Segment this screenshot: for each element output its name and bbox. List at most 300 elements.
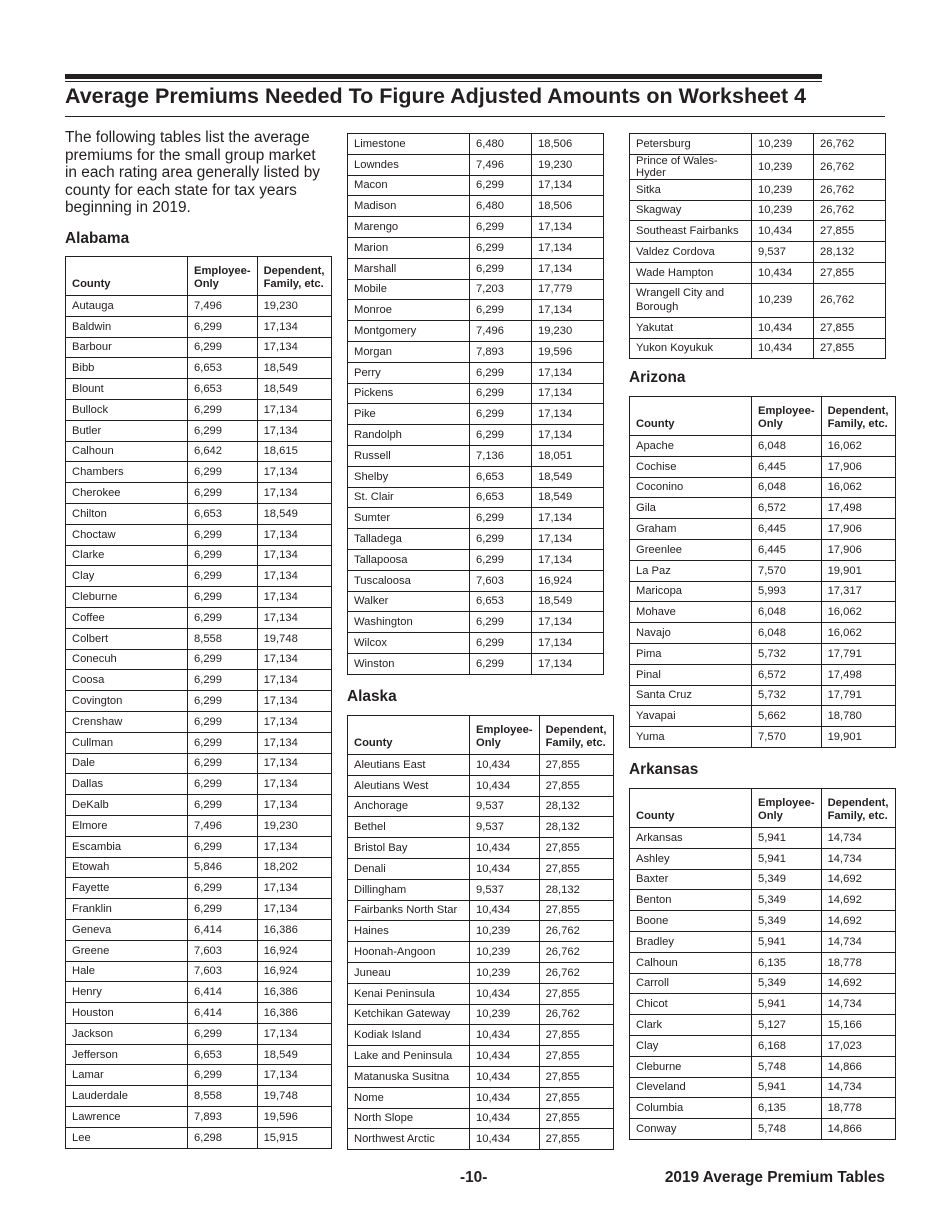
cell-county: Coosa [66, 670, 188, 691]
cell-dependent: 14,692 [821, 890, 895, 911]
premium-table [65, 256, 332, 1149]
cell-county: Lawrence [66, 1107, 188, 1128]
table-alabama [65, 256, 332, 1149]
cell-county: Sumter [348, 508, 470, 529]
cell-dependent: 19,230 [532, 321, 604, 342]
cell-dependent: 14,734 [821, 931, 895, 952]
cell-dependent: 17,134 [257, 711, 331, 732]
table-row [348, 445, 604, 466]
table-row [630, 242, 886, 263]
cell-county: Nome [348, 1087, 470, 1108]
cell-county: Colbert [66, 628, 188, 649]
cell-employee-only: 5,941 [752, 848, 822, 869]
cell-employee-only: 6,299 [188, 483, 258, 504]
column-header-dependent [821, 397, 895, 436]
column-header-dependent [821, 789, 895, 828]
cell-dependent: 27,855 [539, 983, 613, 1004]
table-row [348, 1129, 614, 1150]
cell-dependent: 17,134 [257, 795, 331, 816]
cell-county: Clarke [66, 545, 188, 566]
table-row [348, 154, 604, 175]
cell-employee-only: 6,445 [752, 519, 822, 540]
table-row [66, 587, 332, 608]
cell-employee-only: 10,434 [470, 1108, 540, 1129]
cell-county: Barbour [66, 337, 188, 358]
cell-dependent: 26,762 [539, 1004, 613, 1025]
cell-county: Winston [348, 653, 470, 674]
cell-dependent: 26,762 [814, 200, 886, 221]
table-row [630, 994, 896, 1015]
cell-employee-only: 6,299 [470, 425, 532, 446]
table-row [348, 817, 614, 838]
cell-employee-only: 10,239 [752, 283, 814, 317]
table-row [66, 815, 332, 836]
footer-title: 2019 Average Premium Tables [664, 1169, 885, 1186]
cell-employee-only: 7,496 [188, 296, 258, 317]
cell-employee-only: 10,434 [470, 1066, 540, 1087]
table-row [348, 383, 604, 404]
cell-employee-only: 6,299 [188, 774, 258, 795]
cell-county: Baxter [630, 869, 752, 890]
cell-county: Ketchikan Gateway [348, 1004, 470, 1025]
cell-employee-only: 6,299 [470, 404, 532, 425]
table-row [66, 982, 332, 1003]
cell-dependent: 17,906 [821, 539, 895, 560]
cell-employee-only: 5,748 [752, 1056, 822, 1077]
cell-employee-only: 6,299 [470, 529, 532, 550]
cell-county: Haines [348, 921, 470, 942]
cell-dependent: 19,230 [532, 154, 604, 175]
table-row [348, 508, 604, 529]
column-header-employee-only [752, 789, 822, 828]
cell-dependent: 17,134 [257, 753, 331, 774]
table-row [630, 952, 896, 973]
cell-county: Yuma [630, 727, 752, 748]
table-row [348, 1004, 614, 1025]
cell-employee-only: 5,846 [188, 857, 258, 878]
cell-employee-only: 6,048 [752, 602, 822, 623]
cell-employee-only: 6,048 [752, 436, 822, 457]
cell-county: Chambers [66, 462, 188, 483]
table-row [630, 200, 886, 221]
cell-employee-only: 7,496 [188, 815, 258, 836]
cell-county: Fairbanks North Star [348, 900, 470, 921]
header-line: Only [194, 278, 219, 290]
table-row [348, 217, 604, 238]
cell-employee-only: 6,414 [188, 1003, 258, 1024]
cell-employee-only: 6,299 [188, 670, 258, 691]
cell-county: Bullock [66, 399, 188, 420]
column-header-county: County [630, 397, 752, 436]
cell-county: Juneau [348, 962, 470, 983]
cell-dependent: 28,132 [539, 796, 613, 817]
cell-employee-only: 6,299 [470, 549, 532, 570]
cell-employee-only: 6,653 [470, 591, 532, 612]
cell-dependent: 17,134 [257, 316, 331, 337]
cell-employee-only: 7,136 [470, 445, 532, 466]
table-row [66, 711, 332, 732]
cell-employee-only: 9,537 [470, 796, 540, 817]
table-row [348, 404, 604, 425]
table-row [66, 857, 332, 878]
cell-county: Navajo [630, 623, 752, 644]
cell-employee-only: 10,239 [752, 179, 814, 200]
cell-dependent: 17,134 [257, 878, 331, 899]
cell-county: Choctaw [66, 524, 188, 545]
cell-dependent: 14,866 [821, 1056, 895, 1077]
title-rule [65, 116, 885, 117]
table-row [630, 560, 896, 581]
cell-employee-only: 5,349 [752, 973, 822, 994]
cell-employee-only: 6,299 [470, 300, 532, 321]
cell-dependent: 17,134 [257, 607, 331, 628]
table-row [66, 607, 332, 628]
cell-dependent: 16,924 [257, 961, 331, 982]
cell-dependent: 17,498 [821, 664, 895, 685]
cell-employee-only: 6,653 [188, 1044, 258, 1065]
cell-county: Greene [66, 940, 188, 961]
cell-dependent: 26,762 [539, 921, 613, 942]
column-header-dependent [539, 716, 613, 755]
cell-county: Southeast Fairbanks [630, 221, 752, 242]
cell-county: Pickens [348, 383, 470, 404]
column-header-county: County [630, 789, 752, 828]
cell-county: DeKalb [66, 795, 188, 816]
cell-employee-only: 10,434 [470, 838, 540, 859]
cell-dependent: 17,134 [257, 899, 331, 920]
cell-county: Elmore [66, 815, 188, 836]
cell-dependent: 27,855 [814, 221, 886, 242]
cell-dependent: 17,134 [257, 649, 331, 670]
cell-dependent: 27,855 [539, 775, 613, 796]
cell-employee-only: 6,299 [470, 237, 532, 258]
cell-county: Maricopa [630, 581, 752, 602]
cell-dependent: 17,906 [821, 519, 895, 540]
table-row [66, 774, 332, 795]
cell-dependent: 17,134 [257, 1065, 331, 1086]
cell-county: Hale [66, 961, 188, 982]
cell-employee-only: 6,299 [188, 836, 258, 857]
table-row [66, 483, 332, 504]
cell-employee-only: 6,299 [188, 545, 258, 566]
table-row [348, 1066, 614, 1087]
cell-county: Gila [630, 498, 752, 519]
cell-dependent: 26,762 [814, 134, 886, 155]
table-row [348, 258, 604, 279]
premium-table [629, 788, 896, 1140]
cell-employee-only: 10,434 [470, 775, 540, 796]
cell-employee-only: 6,445 [752, 539, 822, 560]
table-row [630, 436, 896, 457]
cell-dependent: 19,230 [257, 296, 331, 317]
cell-county: Pike [348, 404, 470, 425]
cell-county: Cochise [630, 456, 752, 477]
table-alaska-continued [629, 133, 886, 359]
table-row [630, 1119, 896, 1140]
column-header-employee-only [470, 716, 540, 755]
cell-dependent: 27,855 [539, 858, 613, 879]
cell-employee-only: 5,941 [752, 994, 822, 1015]
cell-employee-only: 6,299 [188, 753, 258, 774]
cell-dependent: 14,866 [821, 1119, 895, 1140]
table-row [348, 962, 614, 983]
cell-dependent: 18,549 [257, 358, 331, 379]
cell-employee-only: 6,299 [188, 795, 258, 816]
table-row [630, 134, 886, 155]
cell-employee-only: 6,299 [188, 566, 258, 587]
cell-employee-only: 5,732 [752, 643, 822, 664]
table-row [66, 1107, 332, 1128]
cell-employee-only: 7,893 [188, 1107, 258, 1128]
table-row [66, 1127, 332, 1148]
cell-employee-only: 10,434 [470, 1087, 540, 1108]
table-row [66, 836, 332, 857]
table-header-row [630, 789, 896, 828]
cell-dependent: 19,748 [257, 1086, 331, 1107]
table-header-row [630, 397, 896, 436]
table-row [348, 983, 614, 1004]
cell-county: Graham [630, 519, 752, 540]
cell-employee-only: 10,239 [752, 200, 814, 221]
cell-county: Petersburg [630, 134, 752, 155]
cell-county: Jackson [66, 1023, 188, 1044]
cell-county: Lee [66, 1127, 188, 1148]
state-heading-alaska: Alaska [347, 688, 397, 705]
cell-employee-only: 5,349 [752, 911, 822, 932]
cell-employee-only: 6,299 [470, 362, 532, 383]
cell-dependent: 18,780 [821, 706, 895, 727]
cell-dependent: 28,132 [539, 879, 613, 900]
state-heading-arizona: Arizona [629, 369, 686, 386]
cell-dependent: 17,498 [821, 498, 895, 519]
cell-dependent: 17,134 [532, 217, 604, 238]
cell-county: Morgan [348, 341, 470, 362]
table-row [630, 869, 896, 890]
table-row [630, 519, 896, 540]
table-row [348, 775, 614, 796]
table-row [630, 828, 896, 849]
cell-county: Baldwin [66, 316, 188, 337]
premium-table [629, 133, 886, 359]
table-row [66, 337, 332, 358]
cell-employee-only: 7,603 [188, 961, 258, 982]
cell-dependent: 18,506 [532, 134, 604, 155]
table-row [348, 196, 604, 217]
cell-dependent: 14,692 [821, 911, 895, 932]
header-line: Only [758, 810, 783, 822]
cell-dependent: 19,596 [532, 341, 604, 362]
cell-employee-only: 10,239 [470, 1004, 540, 1025]
table-row [348, 570, 604, 591]
cell-county: Conway [630, 1119, 752, 1140]
cell-dependent: 26,762 [539, 962, 613, 983]
cell-employee-only: 6,299 [470, 383, 532, 404]
table-row [348, 633, 604, 654]
cell-employee-only: 6,414 [188, 919, 258, 940]
cell-county: Mohave [630, 602, 752, 623]
table-row [630, 1098, 896, 1119]
table-row [66, 1003, 332, 1024]
cell-dependent: 16,062 [821, 477, 895, 498]
cell-dependent: 27,855 [539, 755, 613, 776]
cell-county: Russell [348, 445, 470, 466]
cell-county: Randolph [348, 425, 470, 446]
table-row [348, 591, 604, 612]
cell-county: Tallapoosa [348, 549, 470, 570]
cell-employee-only: 6,299 [188, 691, 258, 712]
cell-dependent: 16,386 [257, 982, 331, 1003]
cell-county: Coconino [630, 477, 752, 498]
table-row [66, 878, 332, 899]
cell-employee-only: 6,299 [470, 508, 532, 529]
table-row [66, 1065, 332, 1086]
cell-county: Fayette [66, 878, 188, 899]
cell-county: Escambia [66, 836, 188, 857]
cell-county: Wilcox [348, 633, 470, 654]
table-row [348, 612, 604, 633]
cell-county: Mobile [348, 279, 470, 300]
cell-employee-only: 5,993 [752, 581, 822, 602]
table-row [348, 1108, 614, 1129]
header-line: Employee- [476, 724, 533, 736]
cell-county: Marengo [348, 217, 470, 238]
cell-county: Marion [348, 237, 470, 258]
table-row [630, 602, 896, 623]
cell-dependent: 18,549 [257, 1044, 331, 1065]
cell-employee-only: 7,203 [470, 279, 532, 300]
cell-county: Chicot [630, 994, 752, 1015]
cell-county: Houston [66, 1003, 188, 1024]
cell-employee-only: 6,048 [752, 623, 822, 644]
cell-employee-only: 7,496 [470, 321, 532, 342]
cell-employee-only: 6,048 [752, 477, 822, 498]
table-row [630, 498, 896, 519]
cell-employee-only: 6,642 [188, 441, 258, 462]
cell-county: Anchorage [348, 796, 470, 817]
cell-dependent: 17,023 [821, 1035, 895, 1056]
header-line: Family, etc. [263, 278, 324, 290]
table-row [630, 456, 896, 477]
cell-county: Marshall [348, 258, 470, 279]
table-row [66, 919, 332, 940]
cell-county: Dale [66, 753, 188, 774]
cell-dependent: 19,748 [257, 628, 331, 649]
column-header-dependent [257, 257, 331, 296]
premium-table [347, 715, 614, 1150]
header-line: Dependent, [827, 797, 889, 809]
cell-dependent: 16,924 [532, 570, 604, 591]
cell-county: Aleutians East [348, 755, 470, 776]
cell-dependent: 17,134 [257, 337, 331, 358]
cell-employee-only: 6,299 [188, 732, 258, 753]
table-header-row [348, 716, 614, 755]
column-header-county: County [66, 257, 188, 296]
cell-dependent: 17,791 [821, 643, 895, 664]
cell-dependent: 18,202 [257, 857, 331, 878]
cell-dependent: 17,134 [257, 670, 331, 691]
table-row [630, 973, 896, 994]
table-row [630, 317, 886, 338]
table-row [66, 545, 332, 566]
cell-county: Geneva [66, 919, 188, 940]
cell-employee-only: 6,653 [188, 503, 258, 524]
table-row [66, 795, 332, 816]
cell-county: Conecuh [66, 649, 188, 670]
cell-employee-only: 10,434 [752, 338, 814, 359]
cell-county: Franklin [66, 899, 188, 920]
header-line: Only [476, 737, 501, 749]
cell-county: Matanuska Susitna [348, 1066, 470, 1087]
table-row [348, 466, 604, 487]
cell-employee-only: 6,480 [470, 196, 532, 217]
cell-employee-only: 6,299 [188, 316, 258, 337]
cell-employee-only: 10,239 [470, 942, 540, 963]
table-row [66, 566, 332, 587]
table-row [348, 755, 614, 776]
cell-county: Etowah [66, 857, 188, 878]
table-row [66, 296, 332, 317]
cell-dependent: 17,134 [532, 362, 604, 383]
table-row [348, 341, 604, 362]
table-arkansas [629, 788, 896, 1140]
cell-county: Henry [66, 982, 188, 1003]
cell-employee-only: 10,434 [752, 221, 814, 242]
cell-employee-only: 6,653 [188, 379, 258, 400]
cell-employee-only: 6,299 [188, 337, 258, 358]
cell-employee-only: 6,653 [188, 358, 258, 379]
cell-county: Lake and Peninsula [348, 1046, 470, 1067]
cell-dependent: 26,762 [814, 154, 886, 179]
cell-employee-only: 6,299 [470, 633, 532, 654]
table-row [348, 425, 604, 446]
cell-employee-only: 5,941 [752, 828, 822, 849]
cell-county: La Paz [630, 560, 752, 581]
table-row [348, 321, 604, 342]
cell-county: Clark [630, 1015, 752, 1036]
cell-county: Bethel [348, 817, 470, 838]
cell-county: Yavapai [630, 706, 752, 727]
cell-county: Macon [348, 175, 470, 196]
table-row [630, 911, 896, 932]
cell-dependent: 17,134 [257, 545, 331, 566]
cell-employee-only: 10,434 [470, 858, 540, 879]
cell-employee-only: 5,732 [752, 685, 822, 706]
table-row [348, 1046, 614, 1067]
cell-dependent: 18,778 [821, 1098, 895, 1119]
cell-employee-only: 6,299 [188, 649, 258, 670]
table-row [630, 154, 886, 179]
cell-county: Lamar [66, 1065, 188, 1086]
cell-employee-only: 10,239 [470, 962, 540, 983]
table-row [630, 931, 896, 952]
cell-employee-only: 10,239 [752, 154, 814, 179]
cell-dependent: 17,134 [257, 420, 331, 441]
cell-dependent: 17,134 [532, 404, 604, 425]
cell-employee-only: 5,662 [752, 706, 822, 727]
cell-county: Boone [630, 911, 752, 932]
cell-county: Limestone [348, 134, 470, 155]
cell-dependent: 28,132 [814, 242, 886, 263]
cell-employee-only: 9,537 [470, 817, 540, 838]
table-row [66, 961, 332, 982]
table-row [630, 727, 896, 748]
cell-employee-only: 6,299 [188, 899, 258, 920]
cell-employee-only: 10,434 [470, 1046, 540, 1067]
cell-county: Wrangell City and Borough [630, 283, 752, 317]
cell-county: Hoonah-Angoon [348, 942, 470, 963]
cell-dependent: 17,134 [257, 836, 331, 857]
cell-dependent: 27,855 [539, 1087, 613, 1108]
